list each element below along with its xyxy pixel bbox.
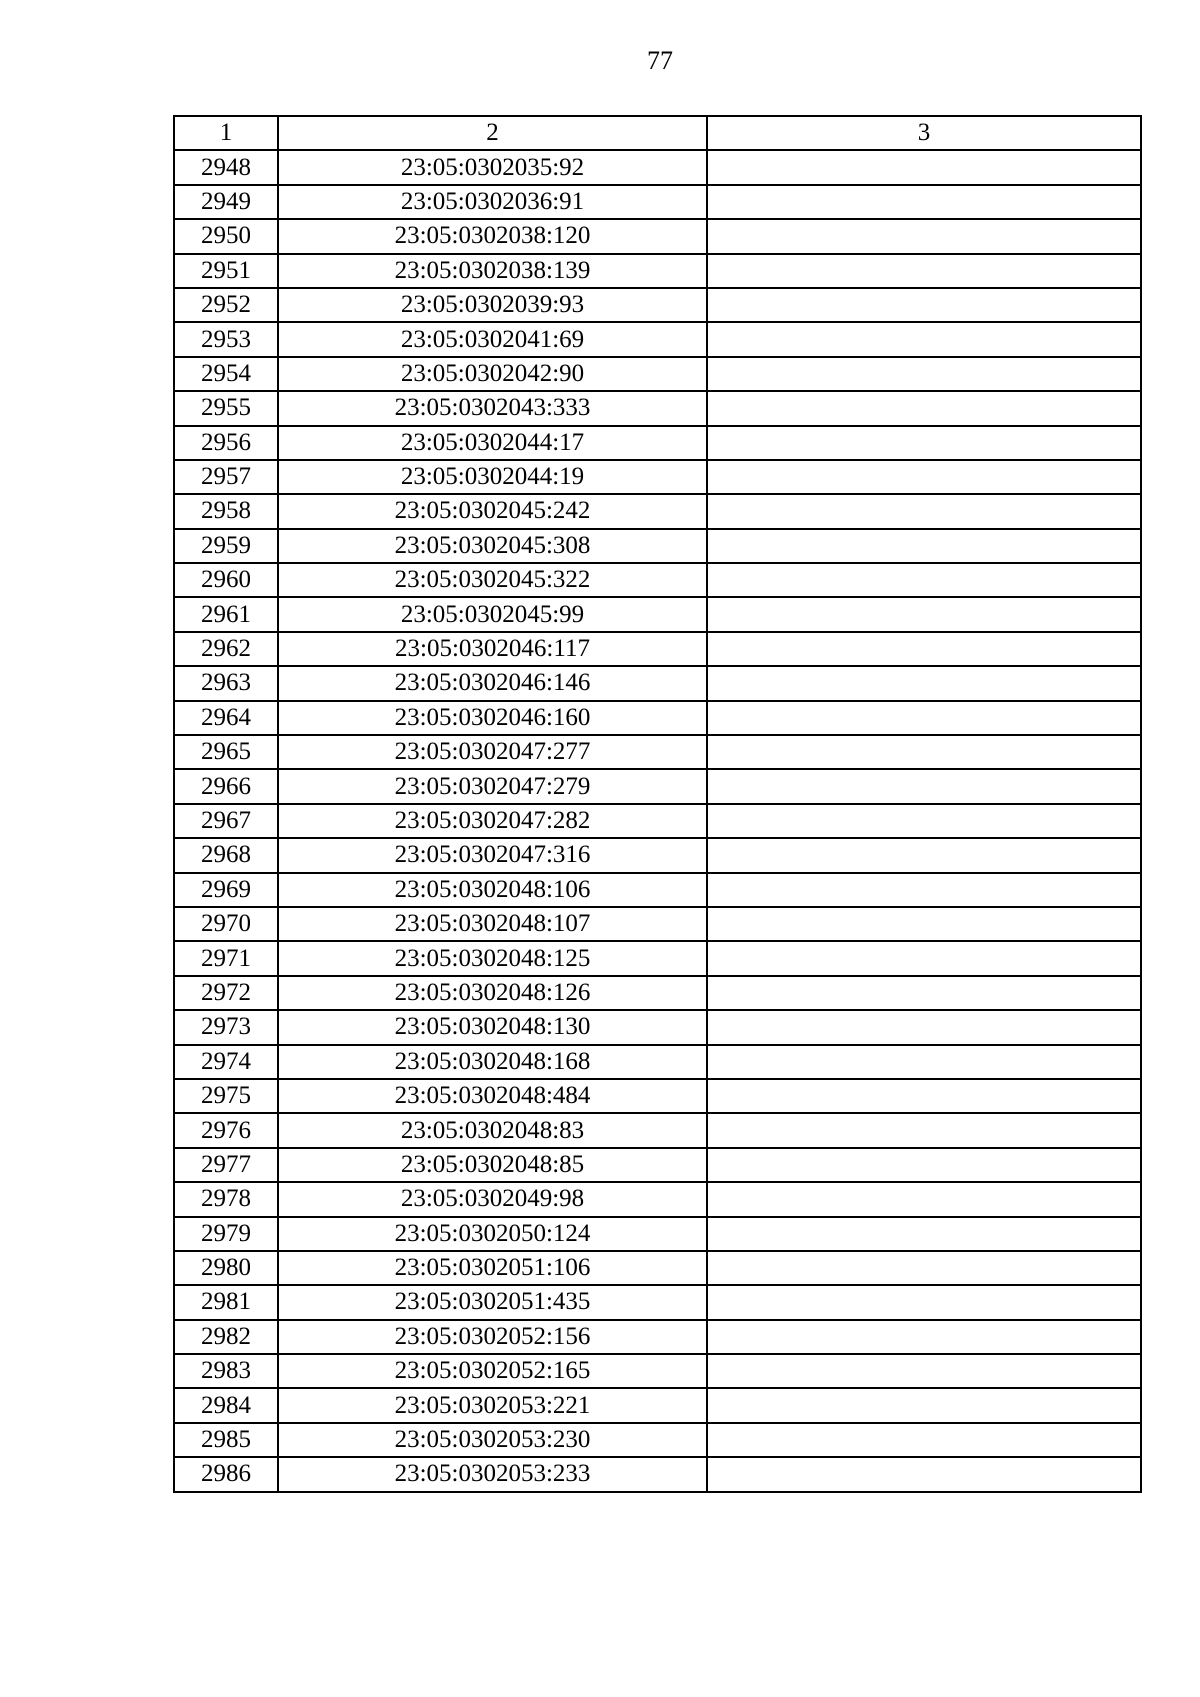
row-number-cell: 2968 xyxy=(174,838,278,872)
cadastral-number-cell: 23:05:0302044:19 xyxy=(278,460,707,494)
cadastral-number-cell: 23:05:0302046:146 xyxy=(278,666,707,700)
row-number-cell: 2976 xyxy=(174,1113,278,1147)
cadastral-number-cell: 23:05:0302043:333 xyxy=(278,391,707,425)
header-row xyxy=(174,116,1141,150)
note-cell xyxy=(707,357,1141,391)
table-row xyxy=(174,1148,1141,1182)
table-row xyxy=(174,1423,1141,1457)
note-cell xyxy=(707,150,1141,184)
row-number-cell: 2974 xyxy=(174,1045,278,1079)
row-number-cell: 2948 xyxy=(174,150,278,184)
row-number-cell: 2961 xyxy=(174,597,278,631)
note-cell xyxy=(707,288,1141,322)
row-number-cell: 2966 xyxy=(174,769,278,803)
table-row xyxy=(174,529,1141,563)
table-row xyxy=(174,1285,1141,1319)
row-number-cell: 2957 xyxy=(174,460,278,494)
note-cell xyxy=(707,185,1141,219)
row-number-cell: 2969 xyxy=(174,873,278,907)
cadastral-number-cell: 23:05:0302048:125 xyxy=(278,941,707,975)
table-row xyxy=(174,322,1141,356)
cadastral-number-cell: 23:05:0302045:99 xyxy=(278,597,707,631)
row-number-cell: 2954 xyxy=(174,357,278,391)
table-row xyxy=(174,1388,1141,1422)
page-number: 77 xyxy=(647,46,673,75)
cadastral-number-cell: 23:05:0302052:165 xyxy=(278,1354,707,1388)
table-row xyxy=(174,838,1141,872)
cadastral-number-cell: 23:05:0302048:107 xyxy=(278,907,707,941)
note-cell xyxy=(707,1354,1141,1388)
row-number-cell: 2985 xyxy=(174,1423,278,1457)
registry-table xyxy=(173,115,1142,1493)
row-number-cell: 2975 xyxy=(174,1079,278,1113)
note-cell xyxy=(707,1182,1141,1216)
row-number-cell: 2979 xyxy=(174,1217,278,1251)
note-cell xyxy=(707,1045,1141,1079)
note-cell xyxy=(707,838,1141,872)
table-row xyxy=(174,1251,1141,1285)
row-number-cell: 2959 xyxy=(174,529,278,563)
row-number-cell: 2980 xyxy=(174,1251,278,1285)
note-cell xyxy=(707,632,1141,666)
cadastral-number-cell: 23:05:0302052:156 xyxy=(278,1320,707,1354)
column-header-3: 3 xyxy=(707,116,1141,150)
cadastral-number-cell: 23:05:0302049:98 xyxy=(278,1182,707,1216)
note-cell xyxy=(707,563,1141,597)
note-cell xyxy=(707,1423,1141,1457)
table-row xyxy=(174,288,1141,322)
note-cell xyxy=(707,426,1141,460)
cadastral-number-cell: 23:05:0302051:435 xyxy=(278,1285,707,1319)
note-cell xyxy=(707,391,1141,425)
table-row xyxy=(174,357,1141,391)
note-cell xyxy=(707,1388,1141,1422)
note-cell xyxy=(707,1251,1141,1285)
row-number-cell: 2972 xyxy=(174,976,278,1010)
cadastral-number-cell: 23:05:0302048:130 xyxy=(278,1010,707,1044)
row-number-cell: 2982 xyxy=(174,1320,278,1354)
table-row xyxy=(174,494,1141,528)
cadastral-number-cell: 23:05:0302048:168 xyxy=(278,1045,707,1079)
table-row xyxy=(174,941,1141,975)
cadastral-number-cell: 23:05:0302050:124 xyxy=(278,1217,707,1251)
row-number-cell: 2952 xyxy=(174,288,278,322)
cadastral-number-cell: 23:05:0302045:242 xyxy=(278,494,707,528)
table-row xyxy=(174,1354,1141,1388)
table-row xyxy=(174,666,1141,700)
note-cell xyxy=(707,735,1141,769)
table-header xyxy=(174,116,1141,150)
cadastral-number-cell: 23:05:0302042:90 xyxy=(278,357,707,391)
cadastral-number-cell: 23:05:0302047:279 xyxy=(278,769,707,803)
table-row xyxy=(174,769,1141,803)
cadastral-number-cell: 23:05:0302053:230 xyxy=(278,1423,707,1457)
table-row xyxy=(174,1217,1141,1251)
row-number-cell: 2983 xyxy=(174,1354,278,1388)
row-number-cell: 2962 xyxy=(174,632,278,666)
note-cell xyxy=(707,529,1141,563)
note-cell xyxy=(707,254,1141,288)
note-cell xyxy=(707,941,1141,975)
table-row xyxy=(174,1010,1141,1044)
cadastral-number-cell: 23:05:0302047:282 xyxy=(278,804,707,838)
row-number-cell: 2978 xyxy=(174,1182,278,1216)
cadastral-number-cell: 23:05:0302048:126 xyxy=(278,976,707,1010)
cadastral-number-cell: 23:05:0302035:92 xyxy=(278,150,707,184)
row-number-cell: 2967 xyxy=(174,804,278,838)
note-cell xyxy=(707,322,1141,356)
column-header-2: 2 xyxy=(278,116,707,150)
table-row xyxy=(174,701,1141,735)
row-number-cell: 2973 xyxy=(174,1010,278,1044)
cadastral-number-cell: 23:05:0302044:17 xyxy=(278,426,707,460)
cadastral-number-cell: 23:05:0302041:69 xyxy=(278,322,707,356)
table-row xyxy=(174,391,1141,425)
cadastral-number-cell: 23:05:0302048:83 xyxy=(278,1113,707,1147)
table-row xyxy=(174,1320,1141,1354)
note-cell xyxy=(707,804,1141,838)
note-cell xyxy=(707,976,1141,1010)
note-cell xyxy=(707,701,1141,735)
cadastral-number-cell: 23:05:0302047:316 xyxy=(278,838,707,872)
row-number-cell: 2981 xyxy=(174,1285,278,1319)
table-row xyxy=(174,150,1141,184)
row-number-cell: 2971 xyxy=(174,941,278,975)
row-number-cell: 2977 xyxy=(174,1148,278,1182)
cadastral-number-cell: 23:05:0302046:160 xyxy=(278,701,707,735)
registry-table-container xyxy=(173,115,1142,1493)
table-row xyxy=(174,632,1141,666)
cadastral-number-cell: 23:05:0302048:106 xyxy=(278,873,707,907)
row-number-cell: 2970 xyxy=(174,907,278,941)
note-cell xyxy=(707,1457,1141,1491)
row-number-cell: 2956 xyxy=(174,426,278,460)
table-row xyxy=(174,426,1141,460)
table-row xyxy=(174,1182,1141,1216)
note-cell xyxy=(707,1217,1141,1251)
row-number-cell: 2984 xyxy=(174,1388,278,1422)
row-number-cell: 2963 xyxy=(174,666,278,700)
note-cell xyxy=(707,1320,1141,1354)
row-number-cell: 2949 xyxy=(174,185,278,219)
note-cell xyxy=(707,1148,1141,1182)
cadastral-number-cell: 23:05:0302053:221 xyxy=(278,1388,707,1422)
note-cell xyxy=(707,666,1141,700)
cadastral-number-cell: 23:05:0302036:91 xyxy=(278,185,707,219)
note-cell xyxy=(707,1285,1141,1319)
cadastral-number-cell: 23:05:0302053:233 xyxy=(278,1457,707,1491)
note-cell xyxy=(707,219,1141,253)
row-number-cell: 2953 xyxy=(174,322,278,356)
table-row xyxy=(174,1457,1141,1491)
column-header-1: 1 xyxy=(174,116,278,150)
row-number-cell: 2955 xyxy=(174,391,278,425)
cadastral-number-cell: 23:05:0302038:139 xyxy=(278,254,707,288)
table-row xyxy=(174,873,1141,907)
cadastral-number-cell: 23:05:0302038:120 xyxy=(278,219,707,253)
row-number-cell: 2950 xyxy=(174,219,278,253)
note-cell xyxy=(707,1010,1141,1044)
cadastral-number-cell: 23:05:0302048:484 xyxy=(278,1079,707,1113)
table-row xyxy=(174,804,1141,838)
table-row xyxy=(174,597,1141,631)
cadastral-number-cell: 23:05:0302051:106 xyxy=(278,1251,707,1285)
table-row xyxy=(174,907,1141,941)
cadastral-number-cell: 23:05:0302039:93 xyxy=(278,288,707,322)
cadastral-number-cell: 23:05:0302046:117 xyxy=(278,632,707,666)
table-row xyxy=(174,976,1141,1010)
table-row xyxy=(174,1079,1141,1113)
row-number-cell: 2958 xyxy=(174,494,278,528)
cadastral-number-cell: 23:05:0302048:85 xyxy=(278,1148,707,1182)
note-cell xyxy=(707,494,1141,528)
table-row xyxy=(174,219,1141,253)
table-row xyxy=(174,185,1141,219)
note-cell xyxy=(707,873,1141,907)
row-number-cell: 2965 xyxy=(174,735,278,769)
table-row xyxy=(174,735,1141,769)
row-number-cell: 2960 xyxy=(174,563,278,597)
table-body xyxy=(174,150,1141,1491)
cadastral-number-cell: 23:05:0302045:322 xyxy=(278,563,707,597)
table-row xyxy=(174,254,1141,288)
note-cell xyxy=(707,1079,1141,1113)
note-cell xyxy=(707,597,1141,631)
note-cell xyxy=(707,907,1141,941)
table-row xyxy=(174,1045,1141,1079)
table-row xyxy=(174,563,1141,597)
row-number-cell: 2951 xyxy=(174,254,278,288)
note-cell xyxy=(707,460,1141,494)
note-cell xyxy=(707,1113,1141,1147)
note-cell xyxy=(707,769,1141,803)
cadastral-number-cell: 23:05:0302045:308 xyxy=(278,529,707,563)
table-row xyxy=(174,1113,1141,1147)
cadastral-number-cell: 23:05:0302047:277 xyxy=(278,735,707,769)
row-number-cell: 2964 xyxy=(174,701,278,735)
table-row xyxy=(174,460,1141,494)
row-number-cell: 2986 xyxy=(174,1457,278,1491)
